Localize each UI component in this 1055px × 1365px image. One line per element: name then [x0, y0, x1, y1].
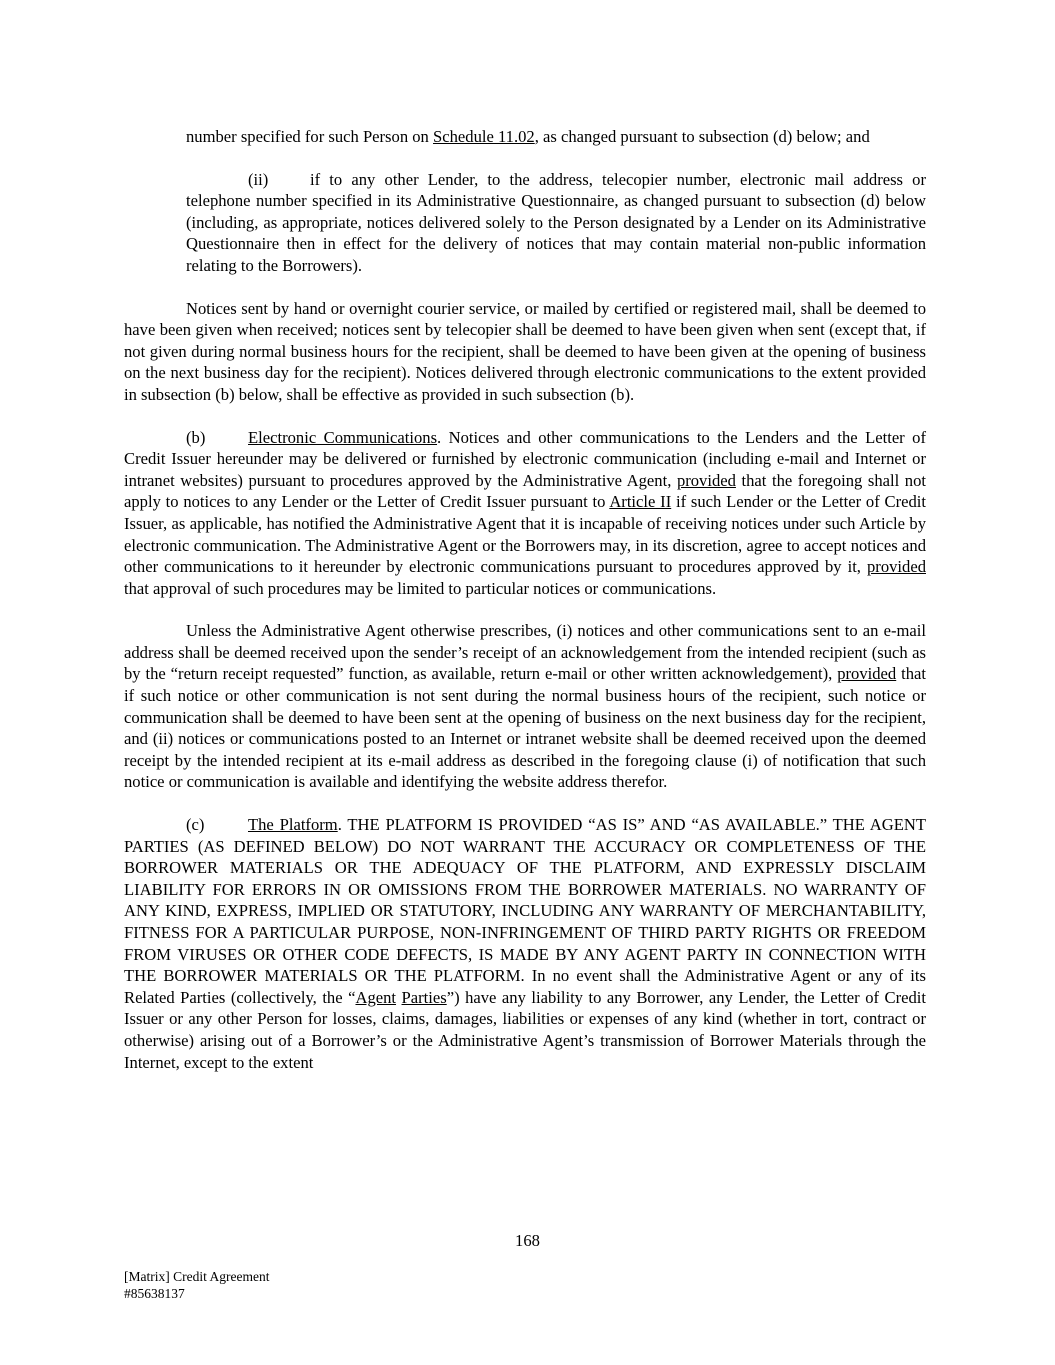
- footer-title: [Matrix] Credit Agreement: [124, 1269, 270, 1284]
- clause-label: (ii): [248, 169, 269, 189]
- paragraph-section-c: [124, 814, 926, 1073]
- defined-term-agent: Agent: [355, 987, 397, 1007]
- text-run: Notices sent by hand or overnight courier service, or mailed by certified or registered mail, shall be deemed to have been given when received; notices sent by telecopier shall be deemed to have been given when sent (except that, if not given during normal business hours for the recipient, shall be deemed to have been given at the opening of business on the next business day for the recipient). Notices delivered through electronic communications to the extent provided in subsection (b) below, shall be effective as provided in such subsection (b).: [124, 298, 926, 404]
- paragraph-clause-i-continuation: [186, 126, 926, 148]
- section-label: (c): [186, 815, 205, 835]
- text-run: . Notices and other communications to the Lenders and the Letter of Credit Issuer hereunder may be delivered or furnished by electronic communication (including e-mail and Internet or intranet websites) pursuant to procedures approved by the Administrative Agent,: [124, 427, 926, 490]
- text-run: that if such notice or other communication is not sent during the normal business hours of the recipient, such notice or communication shall be deemed to have been sent at the opening of business on the next business day for the recipient, and (ii) notices or communications posted to an Internet or intranet website shall be deemed received upon the deemed receipt by the intended recipient at its e-mail address as described in the foregoing clause (i) of notification that such notice or communication is available and identifying the website address therefor.: [124, 664, 927, 792]
- defined-term-parties: Parties: [401, 987, 447, 1007]
- text-run: , as changed pursuant to subsection (d) below; and: [534, 127, 870, 146]
- text-run: ”) have any liability to any Borrower, any Lender, the Letter of Credit Issuer or any other Person for losses, claims, damages, liabilities or expenses of any kind (whether in tort, contract or otherwise) arising out of a Borrower’s or the Administrative Agent’s transmission of Borrower Materials through the Internet, except to the extent: [124, 987, 926, 1072]
- text-run: . THE PLATFORM IS PROVIDED “AS IS” AND “AS AVAILABLE.” THE AGENT PARTIES (AS DEFINED BELOW) DO NOT WARRANT THE ACCURACY OR COMPLETENESS OF THE BORROWER MATERIALS OR THE ADEQUACY OF THE PLATFORM, AND EXPRESSLY DISCLAIM LIABILITY FOR ERRORS IN OR OMISSIONS FROM THE BORROWER MATERIALS. NO WARRANTY OF ANY KIND, EXPRESS, IMPLIED OR STATUTORY, INCLUDING ANY WARRANTY OF MERCHANTABILITY, FITNESS FOR A PARTICULAR PURPOSE, NON-INFRINGEMENT OF THIRD PARTY RIGHTS OR FREEDOM FROM VIRUSES OR OTHER CODE DEFECTS, IS MADE BY ANY AGENT PARTY IN CONNECTION WITH THE BORROWER MATERIALS OR THE PLATFORM. In no event shall the Administrative Agent or any of its Related Parties (collectively, the “: [124, 815, 926, 1007]
- section-label: (b): [186, 427, 206, 447]
- text-run: that the foregoing shall not apply to notices to any Lender or the Letter of Credit Issuer pursuant to: [124, 470, 926, 512]
- provided-term: provided: [676, 470, 736, 490]
- text-run: if such Lender or the Letter of Credit Issuer, as applicable, has notified the Administrative Agent that it is incapable of receiving notices under such Article by electronic communication. The Administrative Agent or the Borrowers may, in its discretion, agree to accept notices and other communications to it hereunder by electronic communications pursuant to procedures approved by it,: [124, 492, 926, 577]
- page-number: 168: [515, 1231, 540, 1250]
- paragraph-notices: [124, 298, 926, 406]
- text-run: if to any other Lender, to the address, telecopier number, electronic mail address or telephone number specified in its Administrative Questionnaire, as changed pursuant to subsection (d) below (including, as appropriate, notices delivered solely to the Person designated by a Lender on its Administrative Questionnaire then in effect for the delivery of notices that may contain material non-public information relating to the Borrowers).: [186, 169, 926, 275]
- document-body: [124, 126, 926, 1094]
- footer-doc-id: #85638137: [124, 1286, 185, 1301]
- text-run: that approval of such procedures may be limited to particular notices or communications.: [124, 578, 717, 598]
- text-run: Unless the Administrative Agent otherwise prescribes, (i) notices and other communications sent to an e-mail address shall be deemed received upon the sender’s receipt of an acknowledgement from the intended recipient (such as by the “return receipt requested” function, as available, return e-mail or other written acknowledgement),: [124, 621, 926, 684]
- text-run: number specified for such Person on: [186, 127, 434, 146]
- schedule-reference: Schedule 11.02: [433, 127, 535, 146]
- paragraph-section-b: [124, 427, 926, 600]
- provided-term: provided: [837, 664, 897, 684]
- section-heading: Electronic Communications: [248, 427, 438, 447]
- paragraph-unless: [124, 620, 926, 793]
- document-footer: [124, 1268, 269, 1302]
- article-reference: Article II: [609, 492, 672, 512]
- paragraph-clause-ii: [186, 169, 926, 277]
- provided-term: provided: [867, 557, 926, 577]
- section-heading: The Platform: [248, 815, 338, 835]
